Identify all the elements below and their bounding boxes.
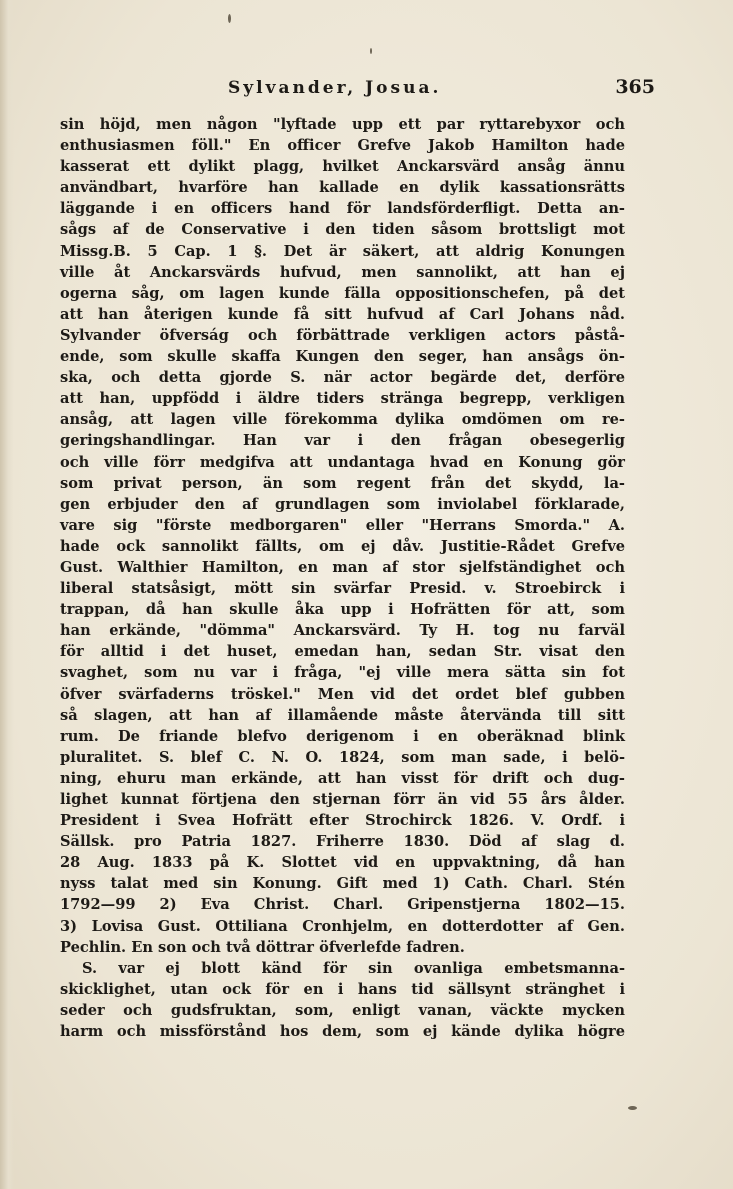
text-line: för alltid i det huset, emedan han, sedan Str. visat den	[60, 643, 625, 661]
text-line: ska, och detta gjorde S. när actor begärde det, derföre	[60, 369, 625, 387]
text-line: att han, uppfödd i äldre tiders stränga begrepp, verkligen	[60, 390, 625, 408]
text-line: rum. De friande blefvo derigenom i en oberäknad blink	[60, 727, 625, 745]
text-line: enthusiasmen föll." En officer Grefve Jakob Hamilton hade	[60, 137, 625, 155]
text-line: ansåg, att lagen ville förekomma dylika omdömen om re-	[60, 411, 625, 429]
text-line: hade ock sannolikt fällts, om ej dåv. Justitie-Rådet Grefve	[60, 537, 625, 555]
text-line: 1792—99 2) Eva Christ. Charl. Gripenstjerna 1802—15.	[60, 896, 625, 914]
page-number: 365	[615, 76, 655, 98]
text-line: harm och missförstånd hos dem, som ej kände dylika högre	[60, 1023, 625, 1041]
text-line: svaghet, som nu var i fråga, "ej ville mera sätta sin fot	[60, 664, 625, 682]
paper-speck	[370, 48, 372, 54]
spine-shadow	[0, 0, 14, 1189]
text-line: gen erbjuder den af grundlagen som inviolabel förklarade,	[60, 495, 625, 513]
text-line: Missg.B. 5 Cap. 1 §. Det är säkert, att aldrig Konungen	[60, 242, 625, 260]
page-header	[60, 72, 660, 106]
text-line: vare sig "förste medborgaren" eller "Herrans Smorda." A.	[60, 516, 625, 534]
text-line: 28 Aug. 1833 på K. Slottet vid en uppvaktning, då han	[60, 854, 625, 872]
text-line: trappan, då han skulle åka upp i Hofrätten för att, som	[60, 601, 625, 619]
text-line: så slagen, att han af illamående måste återvända till sitt	[60, 706, 625, 724]
text-line: nyss talat med sin Konung. Gift med 1) Cath. Charl. Stén	[60, 875, 625, 893]
text-line: 3) Lovisa Gust. Ottiliana Cronhjelm, en dotterdotter af Gen.	[60, 917, 625, 935]
text-line: sin höjd, men någon "lyftade upp ett par ryttarebyxor och	[60, 116, 625, 133]
text-line: ville åt Anckarsvärds hufvud, men sannolikt, att han ej	[60, 263, 625, 281]
text-line: Sylvander öfverság och förbättrade verkligen actors påstå-	[60, 326, 625, 344]
body-text	[60, 114, 625, 1042]
text-line: han erkände, "dömma" Anckarsvärd. Ty H. tog nu farväl	[60, 622, 625, 640]
text-line: seder och gudsfruktan, som, enligt vanan, väckte mycken	[60, 1001, 625, 1019]
text-line: att han återigen kunde få sitt hufvud af Carl Johans nåd.	[60, 305, 625, 323]
text-line: ogerna såg, om lagen kunde fälla oppositionschefen, på det	[60, 284, 625, 302]
text-line: som privat person, än som regent från det skydd, la-	[60, 474, 625, 492]
text-line: liberal statsåsigt, mött sin svärfar Presid. v. Stroebirck i	[60, 580, 625, 598]
running-head: Sylvander, Josua.	[228, 78, 442, 98]
text-line: läggande i en officers hand för landsförderfligt. Detta an-	[60, 200, 625, 218]
text-line: kasserat ett dylikt plagg, hvilket Anckarsvärd ansåg ännu	[60, 158, 625, 176]
text-line: Sällsk. pro Patria 1827. Friherre 1830. Död af slag d.	[60, 833, 625, 851]
text-line: Gust. Walthier Hamilton, en man af stor sjelfständighet och	[60, 558, 625, 576]
text-line: geringshandlingar. Han var i den frågan obesegerlig	[60, 432, 625, 450]
text-line: öfver svärfaderns tröskel." Men vid det ordet blef gubben	[60, 685, 625, 703]
text-line: ende, som skulle skaffa Kungen den seger, han ansågs ön-	[60, 348, 625, 366]
paper-speck	[628, 1106, 637, 1110]
text-line: President i Svea Hofrätt efter Strochirck 1826. V. Ordf. i	[60, 812, 625, 830]
text-line: Pechlin. En son och två döttrar öfverlefde fadren.	[60, 938, 465, 956]
text-line: pluralitet. S. blef C. N. O. 1824, som man sade, i belö-	[60, 748, 625, 766]
text-line: sågs af de Conservative i den tiden såsom brottsligt mot	[60, 221, 625, 239]
paper-speck	[228, 14, 231, 23]
text-line: användbart, hvarföre han kallade en dylik kassationsrätts	[60, 179, 625, 197]
text-line: ning, ehuru man erkände, att han visst för drift och dug-	[60, 769, 625, 787]
text-line: och ville förr medgifva att undantaga hvad en Konung gör	[60, 453, 625, 471]
text-line: skicklighet, utan ock för en i hans tid sällsynt stränghet i	[60, 980, 625, 998]
text-line: lighet kunnat förtjena den stjernan förr än vid 55 års ålder.	[60, 791, 625, 808]
text-line: S. var ej blott känd för sin ovanliga embetsmanna-	[82, 959, 625, 977]
